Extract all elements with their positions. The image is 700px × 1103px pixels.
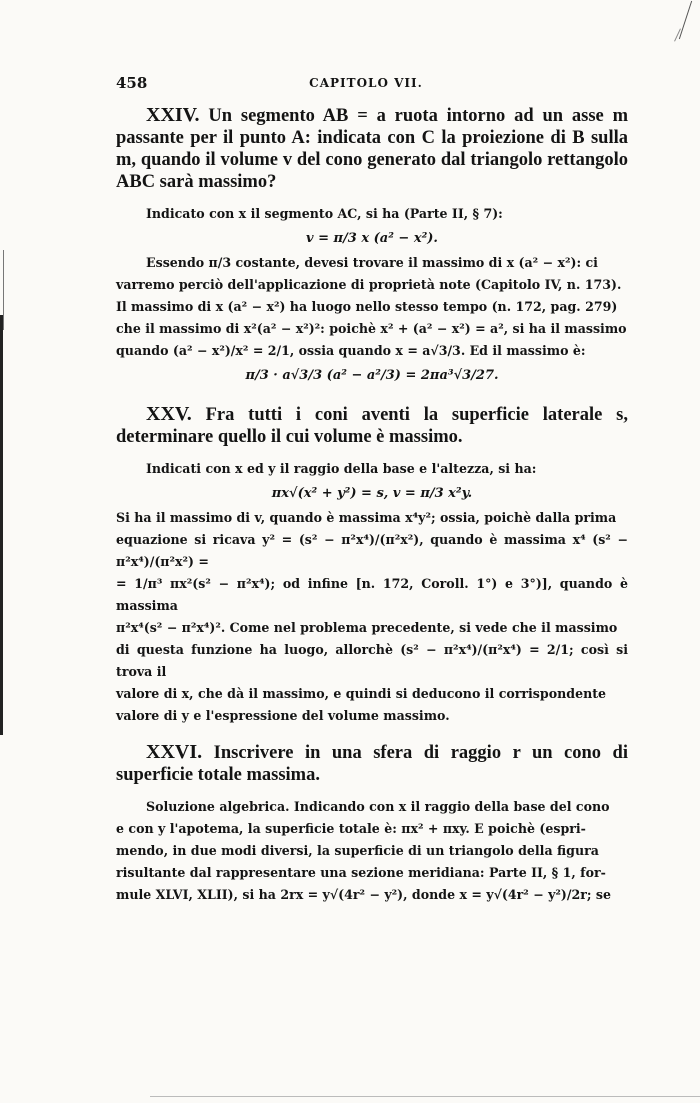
scan-margin-shadow-faint xyxy=(3,250,4,330)
running-head xyxy=(116,74,616,94)
page-body xyxy=(116,104,628,906)
page-number: 458 xyxy=(116,74,148,92)
scan-bottom-edge xyxy=(150,1096,700,1097)
display-formula: πx√(x² + y²) = s, v = π/3 x²y. xyxy=(271,486,473,501)
problem-text: Un segmento AB = a ruota intorno ad un asse m passante per il punto A: indicata con C la proiezione di B sulla m, quando il volume v del cono generato dal triangolo rettangolo ABC sarà massimo? xyxy=(116,106,628,192)
solution-line: e con y l'apotema, la superficie totale è: πx² + πxy. E poichè (espri- xyxy=(116,821,586,836)
scan-margin-shadow xyxy=(0,315,3,735)
solution-line: risultante dal rappresentare una sezione meridiana: Parte II, § 1, for- xyxy=(116,865,606,880)
solution-line: mule XLVI, XLII), si ha 2rx = y√(4r² − y²), donde x = y√(4r² − y²)/2r; se xyxy=(116,887,612,902)
problem-xxiv-statement xyxy=(116,104,628,193)
solution-line: Essendo π/3 costante, devesi trovare il massimo di x (a² − x²): ci xyxy=(146,255,598,270)
problem-text: Inscrivere in una sfera di raggio r un cono di superficie totale massima. xyxy=(116,743,628,785)
solution-line: quando (a² − x²)/x² = 2/1, ossia quando x = a√3/3. Ed il massimo è: xyxy=(116,343,586,358)
solution-line: mendo, in due modi diversi, la superficie di un triangolo della figura xyxy=(116,843,599,858)
solution-line: Soluzione algebrica. Indicando con x il raggio della base del cono xyxy=(146,799,610,814)
solution-line: Si ha il massimo di v, quando è massima x⁴y²; ossia, poichè dalla prima xyxy=(116,510,617,525)
solution-line: Il massimo di x (a² − x²) ha luogo nello stesso tempo (n. 172, pag. 279) xyxy=(116,299,618,314)
display-formula: v = π/3 x (a² − x²). xyxy=(306,231,438,246)
scan-corner-mark xyxy=(679,1,692,39)
problem-text: Fra tutti i coni aventi la superficie laterale s, determinare quello il cui volume è massimo. xyxy=(116,405,629,447)
solution-line: varremo perciò dell'applicazione di proprietà note (Capitolo IV, n. 173). xyxy=(116,277,622,292)
problem-number: XXIV. xyxy=(146,104,200,126)
solution-line: Indicato con x il segmento AC, si ha (Parte II, § 7): xyxy=(146,206,503,221)
problem-xxv-statement xyxy=(116,403,628,448)
solution-line: π²x⁴(s² − π²x⁴)². Come nel problema precedente, si vede che il massimo xyxy=(116,620,618,635)
chapter-title: CAPITOLO VII. xyxy=(309,76,423,90)
solution-line: Indicati con x ed y il raggio della base e l'altezza, si ha: xyxy=(146,461,537,476)
solution-line: valore di y e l'espressione del volume massimo. xyxy=(116,708,450,723)
problem-number: XXVI. xyxy=(146,741,203,763)
display-formula: π/3 · a√3/3 (a² − a²/3) = 2πa³√3/27. xyxy=(245,368,499,383)
solution-line: che il massimo di x²(a² − x²)²: poichè x² + (a² − x²) = a², si ha il massimo xyxy=(116,321,627,336)
solution-line: valore di x, che dà il massimo, e quindi si deducono il corrispondente xyxy=(116,686,607,701)
problem-number: XXV. xyxy=(146,403,192,425)
problem-xxvi-statement xyxy=(116,741,628,786)
solution-line: equazione si ricava y² = (s² − π²x⁴)/(π²x²), quando è massima x⁴ (s² − π²x⁴)/(π²x²) = xyxy=(116,532,628,569)
solution-line: di questa funzione ha luogo, allorchè (s² − π²x⁴)/(π²x⁴) = 2/1; così si trova il xyxy=(116,642,628,679)
solution-line: = 1/π³ πx²(s² − π²x⁴); od infine [n. 172, Coroll. 1°) e 3°)], quando è massima xyxy=(116,576,628,613)
